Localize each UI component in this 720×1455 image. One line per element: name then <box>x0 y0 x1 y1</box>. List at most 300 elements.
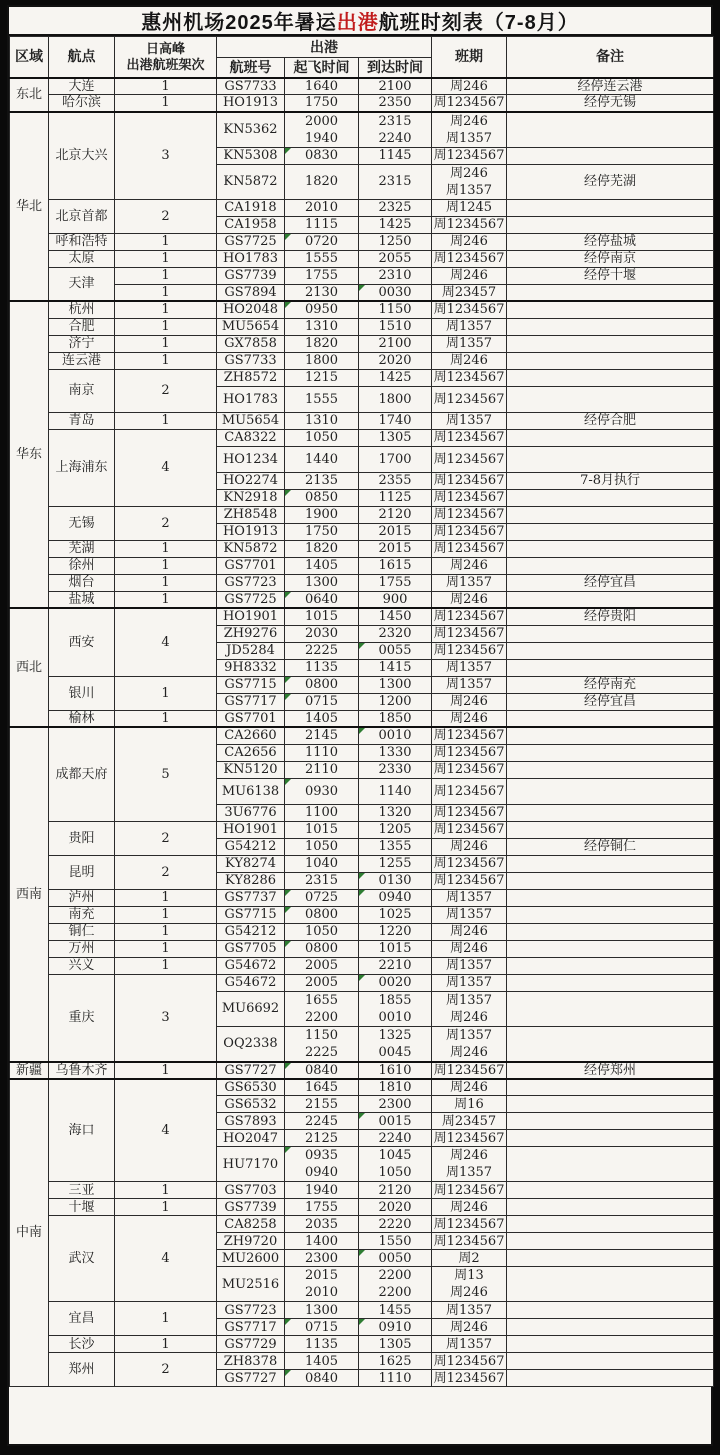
dep-time-cell: 1800 <box>285 352 359 369</box>
region-cell: 西南 <box>10 727 49 1062</box>
schedule-cell: 周1234567 <box>432 1370 507 1387</box>
schedule-cell: 周1357 周246 <box>432 991 507 1026</box>
flight-schedule-table <box>9 36 714 1387</box>
destination-cell: 贵阳 <box>49 821 115 855</box>
arr-time-cell: 0910 <box>359 1319 432 1336</box>
peak-count-cell: 1 <box>115 574 217 591</box>
dep-time-cell: 1640 <box>285 78 359 95</box>
arr-time-cell: 2320 <box>359 625 432 642</box>
remark-cell <box>507 1267 714 1302</box>
schedule-cell: 周246 <box>432 710 507 727</box>
flight-no-cell: GS7894 <box>217 284 285 301</box>
destination-cell: 成都天府 <box>49 727 115 821</box>
dep-time-cell: 2245 <box>285 1113 359 1130</box>
table-row <box>10 1079 714 1096</box>
remark-cell <box>507 216 714 233</box>
peak-count-cell: 1 <box>115 95 217 112</box>
peak-count-cell: 2 <box>115 506 217 540</box>
schedule-cell: 周246 <box>432 1079 507 1096</box>
schedule-cell: 周1234567 <box>432 625 507 642</box>
remark-cell: 经停郑州 <box>507 1062 714 1079</box>
dep-time-cell: 0930 <box>285 778 359 804</box>
header-peak-line2: 出港航班架次 <box>126 56 205 72</box>
table-row <box>10 923 714 940</box>
destination-cell: 无锡 <box>49 506 115 540</box>
peak-count-cell: 1 <box>115 1182 217 1199</box>
flight-no-cell: GS7727 <box>217 1062 285 1079</box>
flight-no-cell: CA8322 <box>217 429 285 446</box>
remark-cell <box>507 889 714 906</box>
flight-no-cell: OQ2338 <box>217 1026 285 1062</box>
table-row <box>10 429 714 446</box>
dep-time-cell: 0840 <box>285 1062 359 1079</box>
destination-cell: 长沙 <box>49 1336 115 1353</box>
arr-time-cell: 1510 <box>359 318 432 335</box>
destination-cell: 武汉 <box>49 1216 115 1302</box>
flight-no-cell: HO1783 <box>217 386 285 412</box>
arr-time-cell: 2020 <box>359 1199 432 1216</box>
dep-time-cell: 1135 <box>285 1336 359 1353</box>
arr-time-cell: 0030 <box>359 284 432 301</box>
arr-time-cell: 1425 <box>359 216 432 233</box>
remark-cell: 经停无锡 <box>507 95 714 112</box>
flight-no-cell: KN5308 <box>217 147 285 164</box>
peak-count-cell: 2 <box>115 855 217 889</box>
remark-cell <box>507 855 714 872</box>
peak-count-cell: 2 <box>115 1353 217 1387</box>
dep-time-cell: 2145 <box>285 727 359 744</box>
arr-time-cell: 1045 1050 <box>359 1147 432 1182</box>
destination-cell: 太原 <box>49 250 115 267</box>
flight-no-cell: 9H8332 <box>217 659 285 676</box>
schedule-cell: 周246 <box>432 940 507 957</box>
dep-time-cell: 1940 <box>285 1182 359 1199</box>
flight-no-cell: GX7858 <box>217 335 285 352</box>
remark-cell <box>507 540 714 557</box>
dep-time-cell: 2005 <box>285 974 359 991</box>
schedule-cell: 周246 <box>432 233 507 250</box>
remark-cell <box>507 489 714 506</box>
remark-cell <box>507 821 714 838</box>
schedule-cell: 周1234567 <box>432 386 507 412</box>
arr-time-cell: 2100 <box>359 78 432 95</box>
region-cell: 华东 <box>10 301 49 608</box>
dep-time-cell: 2005 <box>285 957 359 974</box>
destination-cell: 海口 <box>49 1079 115 1182</box>
flight-no-cell: JD5284 <box>217 642 285 659</box>
schedule-cell: 周246 <box>432 693 507 710</box>
flight-no-cell: HO2048 <box>217 301 285 318</box>
peak-count-cell: 1 <box>115 233 217 250</box>
dep-time-cell: 2315 <box>285 872 359 889</box>
table-row <box>10 574 714 591</box>
table-row <box>10 1182 714 1199</box>
peak-count-cell: 5 <box>115 727 217 821</box>
arr-time-cell: 0130 <box>359 872 432 889</box>
dep-time-cell: 1050 <box>285 429 359 446</box>
header-schedule: 班期 <box>432 37 507 78</box>
remark-cell <box>507 352 714 369</box>
remark-cell <box>507 923 714 940</box>
remark-cell <box>507 1199 714 1216</box>
destination-cell: 呼和浩特 <box>49 233 115 250</box>
remark-cell <box>507 1370 714 1387</box>
arr-time-cell: 2325 <box>359 199 432 216</box>
flight-no-cell: KY8286 <box>217 872 285 889</box>
peak-count-cell: 1 <box>115 284 217 301</box>
destination-cell: 大连 <box>49 78 115 95</box>
arr-time-cell: 2300 <box>359 1096 432 1113</box>
flight-no-cell: HO1901 <box>217 821 285 838</box>
peak-count-cell: 1 <box>115 78 217 95</box>
destination-cell: 盐城 <box>49 591 115 608</box>
destination-cell: 宜昌 <box>49 1302 115 1336</box>
arr-time-cell: 1550 <box>359 1233 432 1250</box>
dep-time-cell: 0640 <box>285 591 359 608</box>
schedule-cell: 周1357 <box>432 889 507 906</box>
flight-no-cell: HO2274 <box>217 472 285 489</box>
table-row <box>10 557 714 574</box>
destination-cell: 三亚 <box>49 1182 115 1199</box>
schedule-cell: 周1357 <box>432 574 507 591</box>
flight-no-cell: CA8258 <box>217 1216 285 1233</box>
arr-time-cell: 1615 <box>359 557 432 574</box>
destination-cell: 青岛 <box>49 412 115 429</box>
dep-time-cell: 2000 1940 <box>285 112 359 148</box>
destination-cell: 西安 <box>49 608 115 676</box>
header-flight-no: 航班号 <box>217 58 285 78</box>
destination-cell: 乌鲁木齐 <box>49 1062 115 1079</box>
flight-no-cell: KN2918 <box>217 489 285 506</box>
destination-cell: 哈尔滨 <box>49 95 115 112</box>
flight-no-cell: GS7701 <box>217 710 285 727</box>
remark-cell <box>507 1026 714 1062</box>
remark-cell <box>507 906 714 923</box>
flight-no-cell: G54672 <box>217 957 285 974</box>
arr-time-cell: 1425 <box>359 369 432 386</box>
destination-cell: 南京 <box>49 369 115 412</box>
dep-time-cell: 0800 <box>285 940 359 957</box>
flight-no-cell: G54212 <box>217 838 285 855</box>
schedule-cell: 周1234567 <box>432 1062 507 1079</box>
schedule-cell: 周1234567 <box>432 95 507 112</box>
schedule-cell: 周246 <box>432 1199 507 1216</box>
flight-no-cell: KN5872 <box>217 540 285 557</box>
table-row <box>10 821 714 838</box>
remark-cell <box>507 957 714 974</box>
dep-time-cell: 1405 <box>285 1353 359 1370</box>
arr-time-cell: 1755 <box>359 574 432 591</box>
arr-time-cell: 1205 <box>359 821 432 838</box>
arr-time-cell: 1305 <box>359 1336 432 1353</box>
remark-cell: 经停铜仁 <box>507 838 714 855</box>
schedule-cell: 周1234567 <box>432 804 507 821</box>
flight-no-cell: GS7723 <box>217 1302 285 1319</box>
peak-count-cell: 4 <box>115 1079 217 1182</box>
schedule-cell: 周1234567 <box>432 1182 507 1199</box>
peak-count-cell: 1 <box>115 352 217 369</box>
arr-time-cell: 2015 <box>359 523 432 540</box>
flight-no-cell: GS7723 <box>217 574 285 591</box>
remark-cell <box>507 804 714 821</box>
header-peak <box>115 37 217 78</box>
dep-time-cell: 0935 0940 <box>285 1147 359 1182</box>
schedule-cell: 周1234567 <box>432 1233 507 1250</box>
header-departure-group: 出港 <box>217 37 432 58</box>
destination-cell: 杭州 <box>49 301 115 318</box>
remark-cell: 经停南京 <box>507 250 714 267</box>
schedule-cell: 周1234567 <box>432 642 507 659</box>
dep-time-cell: 1215 <box>285 369 359 386</box>
schedule-cell: 周13 周246 <box>432 1267 507 1302</box>
remark-cell <box>507 778 714 804</box>
table-row <box>10 301 714 318</box>
table-row <box>10 318 714 335</box>
table-row <box>10 112 714 148</box>
remark-cell <box>507 1353 714 1370</box>
arr-time-cell: 1610 <box>359 1062 432 1079</box>
table-row <box>10 940 714 957</box>
arr-time-cell: 2310 <box>359 267 432 284</box>
flight-no-cell: GS7705 <box>217 940 285 957</box>
flight-no-cell: CA1918 <box>217 199 285 216</box>
peak-count-cell: 1 <box>115 267 217 284</box>
arr-time-cell: 1015 <box>359 940 432 957</box>
schedule-cell: 周1234567 <box>432 872 507 889</box>
destination-cell: 北京首都 <box>49 199 115 233</box>
dep-time-cell: 1050 <box>285 838 359 855</box>
arr-time-cell: 0940 <box>359 889 432 906</box>
schedule-cell: 周1234567 <box>432 250 507 267</box>
arr-time-cell: 1325 0045 <box>359 1026 432 1062</box>
flight-no-cell: GS6530 <box>217 1079 285 1096</box>
arr-time-cell: 2020 <box>359 352 432 369</box>
flight-no-cell: GS7715 <box>217 906 285 923</box>
destination-cell: 连云港 <box>49 352 115 369</box>
table-row <box>10 369 714 386</box>
dep-time-cell: 2135 <box>285 472 359 489</box>
remark-cell <box>507 1302 714 1319</box>
schedule-cell: 周246 <box>432 923 507 940</box>
arr-time-cell: 2240 <box>359 1130 432 1147</box>
peak-count-cell: 4 <box>115 608 217 676</box>
destination-cell: 铜仁 <box>49 923 115 940</box>
destination-cell: 徐州 <box>49 557 115 574</box>
table-row <box>10 1062 714 1079</box>
dep-time-cell: 1400 <box>285 1233 359 1250</box>
flight-no-cell: HO1783 <box>217 250 285 267</box>
remark-cell: 经停十堰 <box>507 267 714 284</box>
remark-cell <box>507 446 714 472</box>
schedule-cell: 周1245 <box>432 199 507 216</box>
page-title <box>9 7 711 36</box>
arr-time-cell: 1330 <box>359 744 432 761</box>
arr-time-cell: 0050 <box>359 1250 432 1267</box>
dep-time-cell: 0840 <box>285 1370 359 1387</box>
dep-time-cell: 1555 <box>285 386 359 412</box>
dep-time-cell: 1755 <box>285 1199 359 1216</box>
remark-cell <box>507 625 714 642</box>
schedule-cell: 周246 <box>432 591 507 608</box>
peak-count-cell: 1 <box>115 591 217 608</box>
flight-no-cell: MU2600 <box>217 1250 285 1267</box>
table-row <box>10 710 714 727</box>
peak-count-cell: 1 <box>115 557 217 574</box>
schedule-cell: 周1357 <box>432 412 507 429</box>
dep-time-cell: 1900 <box>285 506 359 523</box>
schedule-cell: 周1234567 <box>432 523 507 540</box>
arr-time-cell: 2330 <box>359 761 432 778</box>
table-row <box>10 1336 714 1353</box>
remark-cell: 经停南充 <box>507 676 714 693</box>
schedule-cell: 周246 周1357 <box>432 164 507 199</box>
remark-cell <box>507 744 714 761</box>
destination-cell: 万州 <box>49 940 115 957</box>
table-row <box>10 1302 714 1319</box>
dep-time-cell: 1300 <box>285 1302 359 1319</box>
dep-time-cell: 2125 <box>285 1130 359 1147</box>
table-row <box>10 352 714 369</box>
remark-cell: 经停合肥 <box>507 412 714 429</box>
region-cell: 中南 <box>10 1079 49 1387</box>
peak-count-cell: 4 <box>115 429 217 506</box>
peak-count-cell: 3 <box>115 112 217 200</box>
remark-cell <box>507 335 714 352</box>
header-arr-time: 到达时间 <box>359 58 432 78</box>
dep-time-cell: 2010 <box>285 199 359 216</box>
table-row <box>10 727 714 744</box>
dep-time-cell: 2015 2010 <box>285 1267 359 1302</box>
remark-cell <box>507 112 714 148</box>
spreadsheet-area <box>7 5 713 1446</box>
dep-time-cell: 1135 <box>285 659 359 676</box>
dep-time-cell: 1110 <box>285 744 359 761</box>
region-cell: 华北 <box>10 112 49 302</box>
arr-time-cell: 1850 <box>359 710 432 727</box>
table-row <box>10 1353 714 1370</box>
peak-count-cell: 1 <box>115 889 217 906</box>
flight-no-cell: GS7703 <box>217 1182 285 1199</box>
arr-time-cell: 2120 <box>359 1182 432 1199</box>
schedule-cell: 周1357 <box>432 957 507 974</box>
remark-cell: 经停盐城 <box>507 233 714 250</box>
remark-cell <box>507 199 714 216</box>
peak-count-cell: 1 <box>115 957 217 974</box>
remark-cell <box>507 659 714 676</box>
table-row <box>10 335 714 352</box>
schedule-cell: 周1234567 <box>432 727 507 744</box>
dep-time-cell: 2225 <box>285 642 359 659</box>
arr-time-cell: 2210 <box>359 957 432 974</box>
peak-count-cell: 1 <box>115 250 217 267</box>
arr-time-cell: 1300 <box>359 676 432 693</box>
peak-count-cell: 2 <box>115 369 217 412</box>
schedule-cell: 周1357 <box>432 318 507 335</box>
flight-no-cell: CA2656 <box>217 744 285 761</box>
flight-no-cell: GS7729 <box>217 1336 285 1353</box>
table-row <box>10 78 714 95</box>
schedule-cell: 周1357 <box>432 1336 507 1353</box>
dep-time-cell: 1750 <box>285 523 359 540</box>
remark-cell: 经停贵阳 <box>507 608 714 625</box>
flight-no-cell: GS7725 <box>217 591 285 608</box>
flight-no-cell: HO1234 <box>217 446 285 472</box>
flight-no-cell: GS7893 <box>217 1113 285 1130</box>
destination-cell: 十堰 <box>49 1199 115 1216</box>
schedule-cell: 周246 周1357 <box>432 112 507 148</box>
dep-time-cell: 1150 2225 <box>285 1026 359 1062</box>
arr-time-cell: 2200 2200 <box>359 1267 432 1302</box>
dep-time-cell: 1820 <box>285 335 359 352</box>
dep-time-cell: 1015 <box>285 821 359 838</box>
flight-no-cell: MU5654 <box>217 412 285 429</box>
destination-cell: 兴义 <box>49 957 115 974</box>
flight-no-cell: GS7727 <box>217 1370 285 1387</box>
flight-no-cell: HO1913 <box>217 95 285 112</box>
flight-no-cell: GS7733 <box>217 352 285 369</box>
peak-count-cell: 4 <box>115 1216 217 1302</box>
schedule-cell: 周1234567 <box>432 855 507 872</box>
schedule-cell: 周1234567 <box>432 506 507 523</box>
remark-cell <box>507 1096 714 1113</box>
dep-time-cell: 1405 <box>285 710 359 727</box>
remark-cell <box>507 642 714 659</box>
remark-cell <box>507 506 714 523</box>
arr-time-cell: 1250 <box>359 233 432 250</box>
remark-cell <box>507 1182 714 1199</box>
table-row <box>10 1216 714 1233</box>
remark-cell <box>507 591 714 608</box>
flight-no-cell: MU6692 <box>217 991 285 1026</box>
remark-cell <box>507 974 714 991</box>
dep-time-cell: 1405 <box>285 557 359 574</box>
arr-time-cell: 0020 <box>359 974 432 991</box>
remark-cell <box>507 1079 714 1096</box>
schedule-cell: 周1234567 <box>432 778 507 804</box>
arr-time-cell: 2055 <box>359 250 432 267</box>
table-row <box>10 412 714 429</box>
remark-cell <box>507 710 714 727</box>
dep-time-cell: 1310 <box>285 318 359 335</box>
arr-time-cell: 1200 <box>359 693 432 710</box>
table-row <box>10 855 714 872</box>
flight-no-cell: ZH9276 <box>217 625 285 642</box>
peak-count-cell: 1 <box>115 1336 217 1353</box>
arr-time-cell: 2220 <box>359 1216 432 1233</box>
dep-time-cell: 0715 <box>285 1319 359 1336</box>
arr-time-cell: 1810 <box>359 1079 432 1096</box>
remark-cell: 经停宜昌 <box>507 693 714 710</box>
table-row <box>10 608 714 625</box>
schedule-cell: 周246 <box>432 557 507 574</box>
destination-cell: 济宁 <box>49 335 115 352</box>
title-suffix: 航班时刻表（7-8月） <box>378 12 579 34</box>
table-row <box>10 974 714 991</box>
schedule-cell: 周23457 <box>432 1113 507 1130</box>
flight-no-cell: GS6532 <box>217 1096 285 1113</box>
schedule-cell: 周1234567 <box>432 761 507 778</box>
flight-no-cell: MU5654 <box>217 318 285 335</box>
arr-time-cell: 2350 <box>359 95 432 112</box>
schedule-cell: 周1234567 <box>432 821 507 838</box>
arr-time-cell: 1255 <box>359 855 432 872</box>
flight-no-cell: GS7739 <box>217 267 285 284</box>
flight-no-cell: KN5120 <box>217 761 285 778</box>
dep-time-cell: 1750 <box>285 95 359 112</box>
region-cell: 西北 <box>10 608 49 727</box>
remark-cell <box>507 318 714 335</box>
flight-no-cell: KN5872 <box>217 164 285 199</box>
